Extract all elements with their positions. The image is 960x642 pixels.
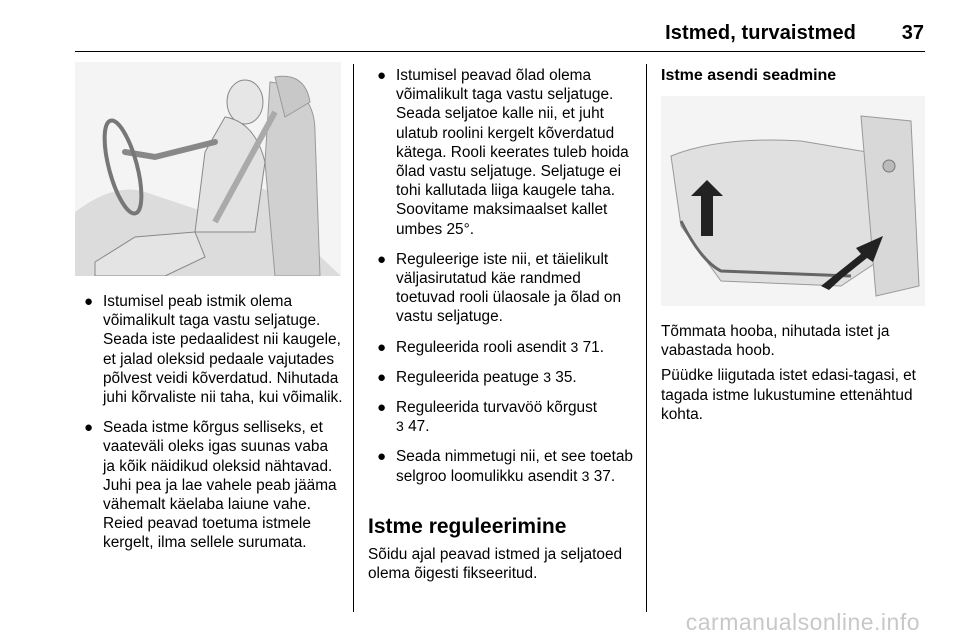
left-column-text	[75, 292, 343, 564]
watermark: carmanualsonline.info	[685, 609, 920, 635]
page-reference-icon: 3	[396, 418, 404, 435]
bullet-icon: ●	[377, 399, 387, 417]
left-bullet-list	[75, 292, 343, 553]
bullet-icon: ●	[377, 338, 387, 356]
bullet-icon: ●	[377, 368, 387, 386]
list-item: ● Reguleerida rooli asendit 3 71.	[377, 338, 605, 356]
bullet-icon: ●	[84, 419, 94, 437]
driver-posture-illustration	[75, 62, 341, 276]
page-header	[0, 0, 960, 60]
section-heading: Istme reguleerimine	[368, 514, 567, 538]
page-reference-icon: 3	[581, 467, 590, 484]
header-title: Istmed, turvaistmed	[665, 22, 856, 44]
list-item: ● Reguleerida turvavöö kõrgust 3 47.	[377, 399, 598, 436]
bullet-icon: ●	[377, 67, 387, 84]
seat-adjust-illustration	[661, 96, 925, 306]
section-text: Sõidu ajal peavad istmed ja seljatoed olema õigesti fikseeritud.	[368, 545, 623, 583]
subsection-heading: Istme asendi seadmine	[661, 67, 837, 84]
page-reference-number[interactable]: 35.	[555, 368, 577, 386]
list-item: ● Reguleerige iste nii, et täielikult väljasirutatud käe randmed toetuvad rooli ülaosale ja õlad on vastu seljatuge.	[377, 250, 622, 326]
bullet-icon: ●	[377, 448, 387, 466]
page-reference-icon: 3	[543, 368, 551, 385]
list-item: ● Seada nimmetugi nii, et see toetab selgroo loomulikku asendit 3 37.	[377, 448, 633, 485]
header-rule	[75, 51, 925, 52]
paragraph-check-lock: Püüdke liigutada istet edasi-tagasi, et tagada istme lukustumine ettenähtud kohta.	[661, 367, 916, 423]
bullet-icon: ●	[377, 250, 387, 268]
page-reference-number[interactable]: 71.	[582, 338, 605, 356]
paragraph-pull-lever: Tõmmata hooba, nihutada istet ja vabastada hoob.	[661, 323, 890, 360]
page-reference-number[interactable]: 47.	[408, 418, 430, 436]
right-column-text	[661, 66, 927, 86]
right-column-paragraphs	[661, 322, 931, 430]
page-reference-icon: 3	[570, 338, 579, 355]
column-divider-left	[353, 64, 354, 612]
seat-lever-figure	[661, 96, 925, 306]
list-item: ● Istumisel peab istmik olema võimalikult taga vastu seljatuge. Seada iste pedaalidest nii kaugele, et jalad oleksid pedaale vajutades põlvest veidi kõverdatud. Nihutada juhi kõrvaliste nii taha, kui võimalik.	[84, 293, 343, 407]
bullet-icon: ●	[84, 293, 94, 310]
page-number: 37	[901, 22, 924, 44]
list-item: ● Seada istme kõrgus selliseks, et vaateväli oleks igas suunas vaba ja kõik näidikud oleksid nähtavad. Juhi pea ja lae vahele peab jääma vähemalt käelaba laiune vahe. Reied peavad toetuma istmele kergelt, ilma sellele surumata.	[84, 419, 337, 552]
driver-seated-figure	[75, 62, 341, 276]
list-item: ● Istumisel peavad õlad olema võimalikult taga vastu seljatuge. Seada seljatoe kalle nii, et juht ulatub roolini kergelt kõverdatud kätega. Rooli keerates tuleb hoida õlad vastu seljatuge. Seljatuge ei tohi kallutada liiga kaugele taha. Soovitame maksimaalset kallet umbes 25°.	[377, 67, 629, 238]
middle-column-text	[368, 66, 636, 589]
page-reference-number[interactable]: 37.	[593, 467, 616, 485]
list-item: ● Reguleerida peatuge 3 35.	[377, 368, 577, 386]
middle-bullet-list	[368, 66, 636, 486]
column-divider-right	[646, 64, 647, 612]
